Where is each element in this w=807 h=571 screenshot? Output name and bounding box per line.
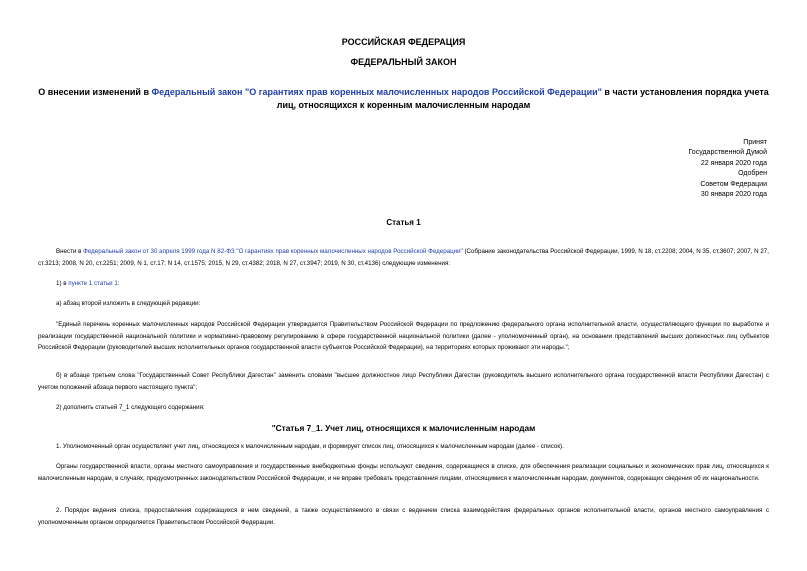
- article-7-1-heading: "Статья 7_1. Учет лиц, относящихся к малочисленным народам: [271, 423, 536, 433]
- law-title: [36, 86, 771, 112]
- item-1a-quote: "Единый перечень коренных малочисленных народов Российской Федерации утверждается Правительством Российской Федерации по предложению федерального органа исполнительной власти, осуществляющего функции по выработке и реализации государственной национальной политики и нормативно-правовому регулированию в сфере государственной национальной политики (далее - уполномоченный орган), на основании представлений высших должностных лиц субъектов Российской Федерации (руководителей высших исполнительных органов государственной власти субъектов Российской Федерации), на территориях которых проживают эти народы.";: [38, 321, 769, 351]
- law-82-fz-link[interactable]: Федеральный закон от 30 апреля 1999 года N 82-ФЗ "О гарантиях прав коренных малочисленных народов Российской Федерации": [83, 248, 463, 255]
- doc-type-heading: ФЕДЕРАЛЬНЫЙ ЗАКОН: [350, 57, 457, 67]
- item-1: [56, 278, 769, 290]
- acceptance-block: [688, 138, 767, 200]
- item-1-link[interactable]: пункте 1 статьи 1: [68, 280, 118, 287]
- article-1-intro: [38, 246, 769, 269]
- item-1-text: 1) в: [56, 280, 69, 287]
- acceptance-line: Государственной Думой: [688, 149, 767, 157]
- acceptance-line: 30 января 2020 года: [700, 191, 767, 199]
- acceptance-line: Советом Федерации: [700, 180, 767, 188]
- acceptance-line: 22 января 2020 года: [700, 159, 767, 167]
- law-title-link[interactable]: Федеральный закон "О гарантиях прав коренных малочисленных народов Российской Федерации": [151, 87, 602, 97]
- state-heading: РОССИЙСКАЯ ФЕДЕРАЦИЯ: [341, 37, 466, 47]
- law-title-suffix: в части установления порядка учета лиц, относящихся к коренным малочисленным народам: [276, 87, 769, 110]
- article-1-heading: Статья 1: [386, 218, 421, 227]
- acceptance-line: Принят: [743, 139, 767, 146]
- article-7-1-para-2: Органы государственной власти, органы местного самоуправления и государственные внебюджетные фонды используют сведения, содержащиеся в списке, для обеспечения реализации социальных и экономических прав лиц, относящихся к малочисленным народам, в случаях, предусмотренных законодательством Российской Федерации, и не вправе требовать представления лицами, относящимися к малочисленным народам, документов, содержащих сведения об их национальности.: [38, 463, 769, 482]
- article-7-1-para-3: 2. Порядок ведения списка, предоставления содержащихся в нем сведений, а также осуществляемого в связи с ведением списка взаимодействия федеральных органов исполнительной власти, органов местного самоуправления с уполномоченным органом определяется Правительством Российской Федерации.: [38, 507, 769, 526]
- item-1-text: :: [117, 280, 120, 287]
- article-7-1-para-1: 1. Уполномоченный орган осуществляет учет лиц, относящихся к малочисленным народам, и формирует список лиц, относящихся к малочисленным народам (далее - список).: [56, 443, 564, 450]
- item-2: 2) дополнить статьей 7_1 следующего содержания:: [56, 404, 205, 411]
- intro-text: (Собрание законодательства Российской Федерации, 1999, N 18, ст.2208; 2004, N 35, ст.3607; 2007, N 27, ст.3213; 2008, N 20, ст.2251; 2009, N 1, ст.17; N 14, ст.1575; 2015, N 29, ст.4382; 2018, N 27, ст.3947; 2019, N 30, ст.4136) следующие изменения:: [38, 248, 769, 267]
- intro-text: Внести в: [56, 248, 84, 255]
- item-1a: а) абзац второй изложить в следующей редакции:: [56, 300, 201, 307]
- acceptance-line: Одобрен: [738, 170, 767, 178]
- law-title-prefix: О внесении изменений в: [38, 87, 152, 97]
- item-1b: б) в абзаце третьем слова "Государственный Совет Республики Дагестан" заменить словами "высшее должностное лицо Республики Дагестан (руководитель высшего исполнительного органа государственной власти Республики Дагестан) с учетом положений абзаца первого настоящего пункта";: [38, 372, 769, 391]
